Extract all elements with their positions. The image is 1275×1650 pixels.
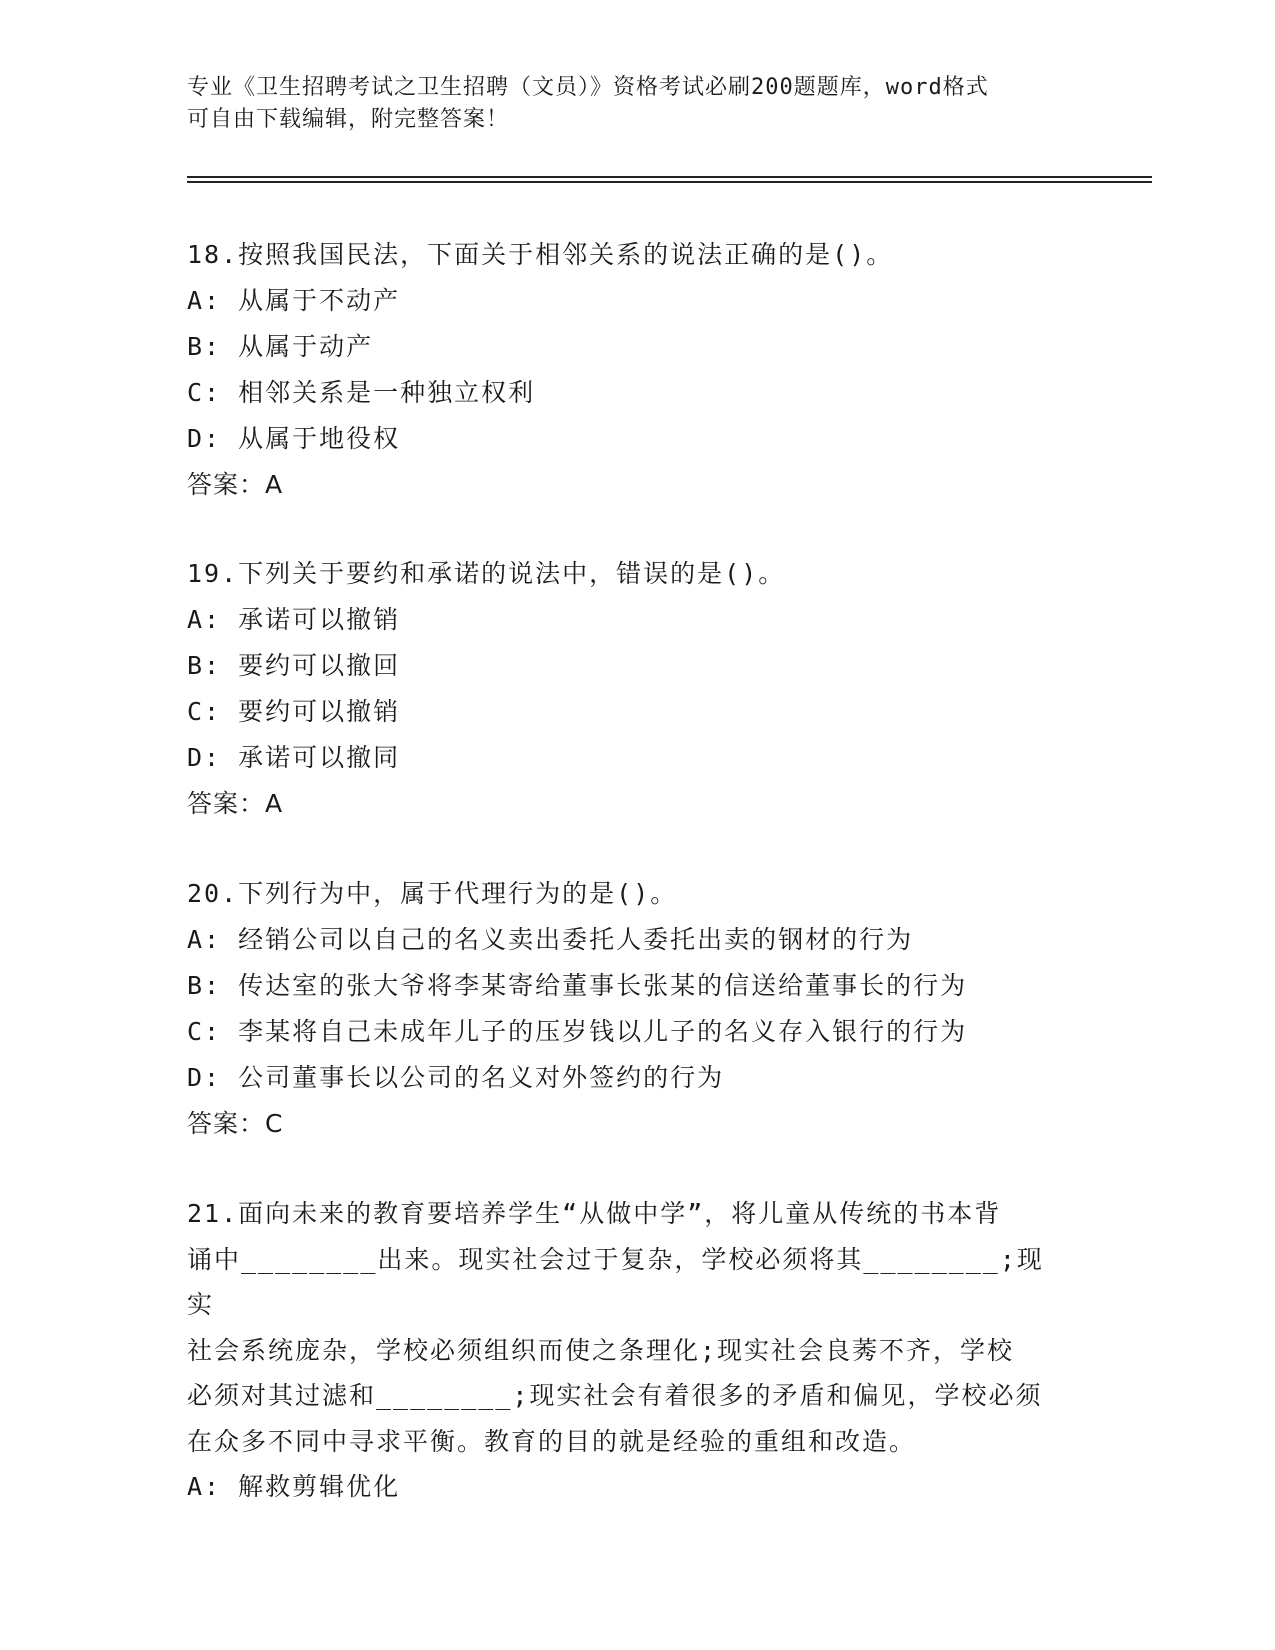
question-stem-line: 诵中________出来。现实社会过于复杂，学校必须将其________;现实 [187,1244,1044,1319]
question-20 [187,871,1067,1147]
question-stem-line: 必须对其过滤和________;现实社会有着很多的矛盾和偏见，学校必须 [187,1381,1043,1410]
option-d: D: 公司董事长以公司的名义对外签约的行为 [187,1063,725,1092]
question-stem: 19.下列关于要约和承诺的说法中，错误的是()。 [187,559,786,588]
question-21 [187,1191,1067,1510]
option-b: B: 从属于动产 [187,332,374,361]
option-c: C: 相邻关系是一种独立权利 [187,378,536,407]
question-18 [187,232,1067,508]
question-19 [187,551,1067,827]
question-stem-line: 在众多不同中寻求平衡。教育的目的就是经验的重组和改造。 [187,1426,917,1456]
question-stem: 20.下列行为中，属于代理行为的是()。 [187,879,678,908]
document-header [187,72,1087,136]
option-a: A: 承诺可以撤销 [187,605,401,634]
header-divider-top [187,176,1152,178]
answer: 答案：C [187,1109,284,1138]
question-stem-line: 21.面向未来的教育要培养学生“从做中学”，将儿童从传统的书本背 [187,1199,1002,1228]
answer: 答案：A [187,470,284,499]
option-d: D: 承诺可以撤同 [187,743,401,772]
option-a: A: 经销公司以自己的名义卖出委托人委托出卖的钢材的行为 [187,925,914,954]
header-title-line-1: 专业《卫生招聘考试之卫生招聘（文员）》资格考试必刷200题题库，word格式 [187,75,989,100]
option-b: B: 要约可以撤回 [187,651,401,680]
option-d: D: 从属于地役权 [187,424,401,453]
option-a: A: 解救剪辑优化 [187,1472,401,1501]
question-stem: 18.按照我国民法，下面关于相邻关系的说法正确的是()。 [187,240,894,269]
option-c: C: 李某将自己未成年儿子的压岁钱以儿子的名义存入银行的行为 [187,1017,968,1046]
option-b: B: 传达室的张大爷将李某寄给董事长张某的信送给董事长的行为 [187,971,968,1000]
option-a: A: 从属于不动产 [187,286,401,315]
answer: 答案：A [187,789,284,818]
question-stem-line: 社会系统庞杂，学校必须组织而使之条理化;现实社会良莠不齐，学校 [187,1335,1015,1365]
option-c: C: 要约可以撤销 [187,697,401,726]
header-title-line-2: 可自由下载编辑，附完整答案！ [187,107,510,132]
header-divider-bottom [187,181,1152,183]
